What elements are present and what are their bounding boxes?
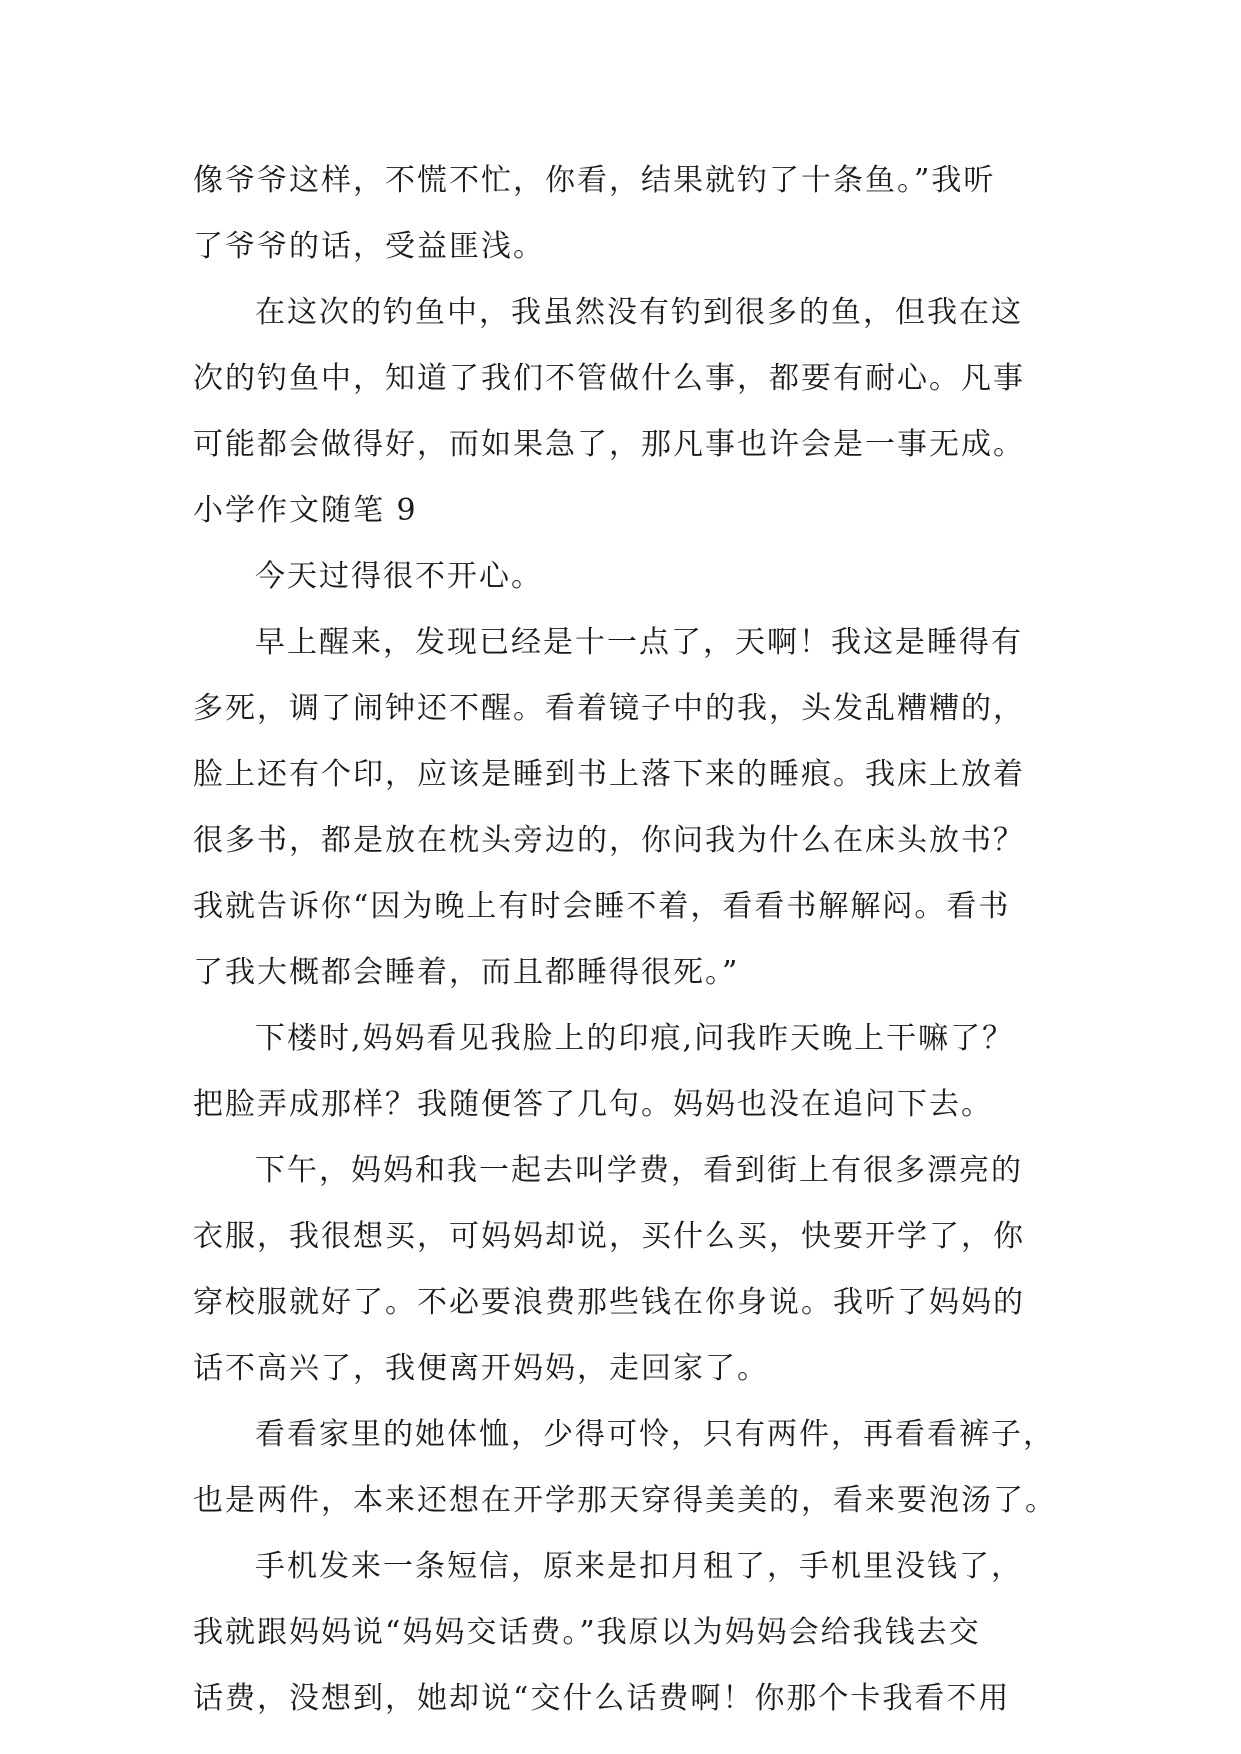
text-line: 我就告诉你“因为晚上有时会睡不着，看看书解解闷。看书 — [193, 889, 1011, 924]
text-line: 多死，调了闹钟还不醒。看着镜子中的我，头发乱糟糟的， — [193, 691, 1025, 726]
text-line: 在这次的钓鱼中，我虽然没有钓到很多的鱼，但我在这 — [255, 295, 1023, 330]
text-line: 像爷爷这样，不慌不忙，你看，结果就钓了十条鱼。”我听 — [193, 163, 996, 198]
text-line: 看看家里的她体恤，少得可怜，只有两件，再看看裤子， — [255, 1417, 1055, 1452]
text-line: 我就跟妈妈说“妈妈交话费。”我原以为妈妈会给我钱去交 — [193, 1615, 981, 1650]
text-line: 了爷爷的话，受益匪浅。 — [193, 229, 545, 264]
section-heading: 小学作文随笔 9 — [193, 493, 418, 528]
text-line: 把脸弄成那样？我随便答了几句。妈妈也没在追问下去。 — [193, 1087, 993, 1122]
text-line: 也是两件，本来还想在开学那天穿得美美的，看来要泡汤了。 — [193, 1483, 1057, 1518]
text-line: 今天过得很不开心。 — [255, 559, 543, 594]
text-line: 话费，没想到，她却说“交什么话费啊！你那个卡我看不用 — [193, 1681, 1011, 1716]
text-line: 次的钓鱼中，知道了我们不管做什么事，都要有耐心。凡事 — [193, 361, 1025, 396]
text-line: 穿校服就好了。不必要浪费那些钱在你身说。我听了妈妈的 — [193, 1285, 1025, 1320]
text-line: 脸上还有个印，应该是睡到书上落下来的睡痕。我床上放着 — [193, 757, 1025, 792]
text-line: 早上醒来，发现已经是十一点了，天啊！我这是睡得有 — [255, 625, 1023, 660]
text-line: 下午，妈妈和我一起去叫学费，看到街上有很多漂亮的 — [255, 1153, 1023, 1188]
text-line: 很多书，都是放在枕头旁边的，你问我为什么在床头放书？ — [193, 823, 1025, 858]
text-line: 话不高兴了，我便离开妈妈，走回家了。 — [193, 1351, 769, 1386]
text-line: 衣服，我很想买，可妈妈却说，买什么买，快要开学了，你 — [193, 1219, 1025, 1254]
document-page — [193, 148, 1073, 1732]
text-line: 手机发来一条短信，原来是扣月租了，手机里没钱了， — [255, 1549, 1023, 1584]
text-line: 了我大概都会睡着，而且都睡得很死。” — [193, 955, 740, 990]
text-line: 下楼时,妈妈看见我脸上的印痕,问我昨天晚上干嘛了？ — [255, 1021, 1015, 1056]
text-line: 可能都会做得好，而如果急了，那凡事也许会是一事无成。 — [193, 427, 1025, 462]
